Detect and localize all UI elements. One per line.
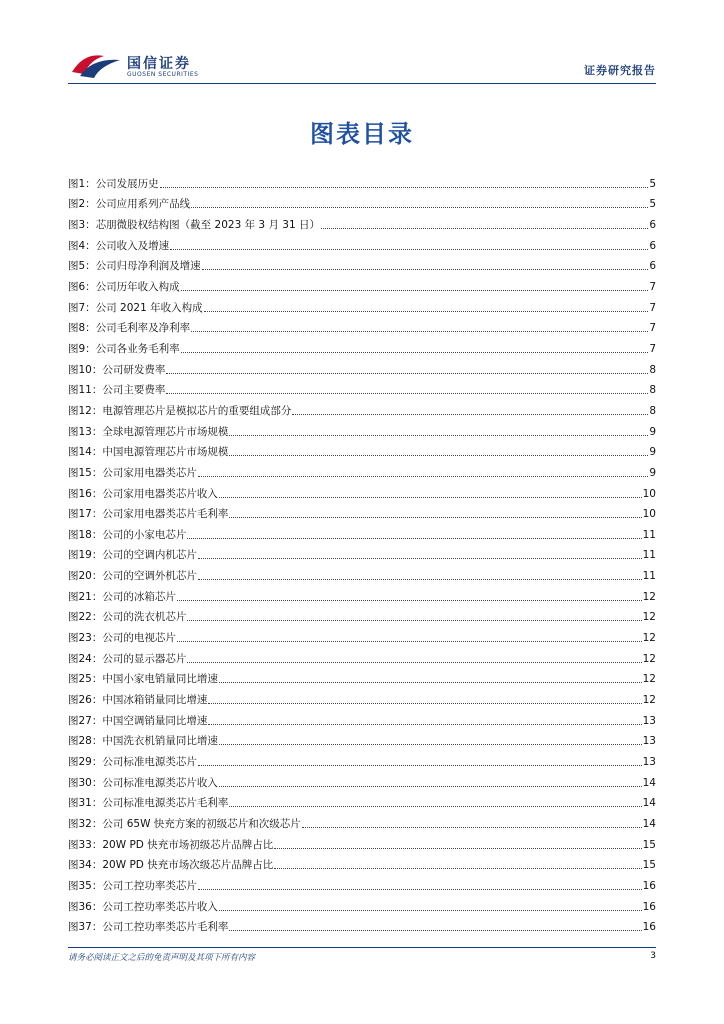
toc-entry[interactable] (68, 170, 656, 191)
toc-entry-page: 14 (642, 776, 656, 789)
toc-entry-title: 公司家用电器类芯片收入 (102, 487, 218, 500)
toc-entry[interactable] (68, 542, 656, 563)
toc-entry-page: 5 (649, 198, 656, 211)
toc-entry-title: 公司标准电源类芯片收入 (102, 776, 218, 789)
toc-entry-title: 公司历年收入构成 (95, 280, 180, 293)
toc-entry-page: 6 (649, 260, 656, 273)
toc-entry-label: 图33： (68, 838, 103, 851)
toc-entry-title: 公司研发费率 (102, 363, 166, 376)
toc-leader-dots (229, 929, 641, 931)
toc-leader-dots (274, 867, 641, 869)
toc-entry-title: 公司工控功率类芯片 (102, 879, 197, 892)
toc-leader-dots (198, 557, 642, 559)
toc-entry-label: 图7： (68, 301, 96, 314)
toc-leader-dots (219, 909, 642, 911)
toc-leader-dots (160, 186, 649, 188)
brand-name-chinese: 国信证券 (127, 56, 191, 72)
toc-entry[interactable] (68, 418, 656, 439)
toc-entry-page: 9 (649, 446, 656, 459)
toc-entry-page: 12 (642, 590, 656, 603)
footer-divider (68, 947, 656, 948)
toc-entry-page: 12 (642, 673, 656, 686)
toc-leader-dots (187, 661, 641, 663)
toc-entry-page: 11 (642, 570, 656, 583)
toc-entry-page: 11 (642, 528, 656, 541)
toc-entry-page: 12 (642, 652, 656, 665)
page-number: 3 (650, 951, 656, 961)
toc-leader-dots (181, 351, 649, 353)
toc-entry-label: 图2： (68, 198, 96, 211)
toc-entry-label: 图35： (68, 879, 103, 892)
toc-entry-title: 芯朋微股权结构图（截至 2023 年 3 月 31 日） (95, 218, 320, 231)
toc-entry-label: 图23： (68, 632, 103, 645)
toc-entry[interactable] (68, 335, 656, 356)
toc-leader-dots (321, 227, 648, 229)
toc-entry[interactable] (68, 707, 656, 728)
toc-entry-title: 公司标准电源类芯片毛利率 (102, 797, 229, 810)
toc-leader-dots (170, 248, 648, 250)
toc-entry-title: 中国空调销量同比增速 (102, 714, 208, 727)
toc-leader-dots (198, 888, 642, 890)
toc-entry-page: 7 (649, 342, 656, 355)
toc-entry-page: 8 (649, 404, 656, 417)
toc-entry-title: 20W PD 快充市场次级芯片品牌占比 (102, 859, 274, 872)
toc-entry[interactable] (68, 604, 656, 625)
toc-leader-dots (198, 578, 642, 580)
toc-entry-page: 7 (649, 322, 656, 335)
toc-entry-label: 图34： (68, 859, 103, 872)
toc-entry-label: 图22： (68, 611, 103, 624)
toc-entry-label: 图21： (68, 590, 103, 603)
toc-entry-page: 14 (642, 797, 656, 810)
toc-entry-label: 图28： (68, 735, 103, 748)
toc-entry-title: 中国洗衣机销量同比增速 (102, 735, 218, 748)
toc-leader-dots (198, 475, 648, 477)
toc-entry-label: 图9： (68, 342, 96, 355)
toc-leader-dots (229, 454, 648, 456)
page-title: 图表目录 (310, 120, 414, 148)
toc-leader-dots (181, 289, 649, 291)
toc-leader-dots (292, 413, 648, 415)
toc-entry-title: 公司的显示器芯片 (102, 652, 187, 665)
toc-entry-title: 公司的小家电芯片 (102, 528, 187, 541)
toc-entry-page: 16 (642, 921, 656, 934)
toc-entry-title: 全球电源管理芯片市场规模 (102, 425, 229, 438)
toc-entry-title: 公司的空调内机芯片 (102, 549, 197, 562)
toc-entry-label: 图12： (68, 404, 103, 417)
toc-entry-label: 图32： (68, 818, 103, 830)
toc-leader-dots (191, 330, 648, 332)
toc-entry-label: 图29： (68, 756, 103, 769)
toc-entry[interactable] (68, 852, 656, 873)
toc-leader-dots (191, 206, 648, 208)
toc-entry[interactable] (68, 769, 656, 790)
toc-entry-page: 6 (649, 239, 656, 252)
toc-entry-title: 电源管理芯片是模拟芯片的重要组成部分 (102, 404, 292, 417)
toc-entry-page: 12 (642, 611, 656, 624)
toc-leader-dots (274, 847, 641, 849)
toc-entry-label: 图4： (68, 239, 96, 252)
toc-entry-label: 图17： (68, 508, 103, 521)
toc-entry-title: 公司的电视芯片 (102, 632, 176, 645)
toc-entry-title: 公司收入及增速 (95, 239, 170, 252)
toc-entry-title: 公司标准电源类芯片 (102, 756, 197, 769)
toc-leader-dots (219, 743, 642, 745)
toc-entry-label: 图15： (68, 466, 103, 479)
brand-name-english: GUOSEN SECURITIES (127, 71, 199, 78)
toc-entry-page: 10 (642, 487, 656, 500)
toc-entry-title: 公司主要费率 (102, 384, 166, 397)
toc-entry-page: 13 (642, 714, 656, 727)
toc-entry-page: 11 (642, 549, 656, 562)
toc-entry-title: 公司的冰箱芯片 (102, 590, 176, 603)
toc-entry-page: 13 (642, 756, 656, 769)
header-divider (68, 83, 656, 84)
toc-leader-dots (208, 702, 641, 704)
toc-leader-dots (219, 681, 642, 683)
toc-entry-page: 12 (642, 632, 656, 645)
toc-entry[interactable] (68, 624, 656, 645)
toc-entry-label: 图18： (68, 528, 103, 541)
toc-entry-title: 公司 2021 年收入构成 (95, 301, 203, 314)
toc-entry[interactable] (68, 686, 656, 707)
toc-entry-label: 图26： (68, 694, 103, 707)
toc-leader-dots (177, 640, 642, 642)
toc-leader-dots (229, 805, 641, 807)
toc-entry-label: 图11： (68, 384, 103, 397)
page-header (0, 0, 724, 90)
toc-entry-title: 中国电源管理芯片市场规模 (102, 446, 229, 459)
toc-entry[interactable] (68, 501, 656, 522)
toc-entry[interactable] (68, 810, 656, 831)
toc-entry[interactable] (68, 831, 656, 852)
toc-entry[interactable] (68, 459, 656, 480)
toc-entry[interactable] (68, 397, 656, 418)
toc-entry-page: 12 (642, 694, 656, 707)
toc-leader-dots (166, 372, 648, 374)
toc-entry-page: 13 (642, 735, 656, 748)
toc-entry[interactable] (68, 377, 656, 398)
toc-entry[interactable] (68, 191, 656, 212)
toc-entry[interactable] (68, 790, 656, 811)
toc-entry[interactable] (68, 748, 656, 769)
toc-entry-page: 16 (642, 900, 656, 913)
toc-entry-title: 公司工控功率类芯片收入 (102, 900, 218, 913)
toc-entry-title: 公司的空调外机芯片 (102, 570, 197, 583)
toc-entry-title: 公司各业务毛利率 (95, 342, 180, 355)
toc-entry-title: 中国冰箱销量同比增速 (102, 694, 208, 707)
toc-leader-dots (229, 516, 641, 518)
toc-entry-label: 图19： (68, 549, 103, 562)
toc-leader-dots (204, 310, 649, 312)
toc-entry-page: 14 (642, 818, 656, 830)
toc-entry[interactable] (68, 294, 656, 315)
toc-entry-title: 公司 65W 快充方案的初级芯片和次级芯片 (102, 818, 301, 830)
guosen-logo-icon (70, 50, 124, 80)
toc-entry-title: 公司家用电器类芯片 (102, 466, 197, 479)
toc-entry-title: 公司发展历史 (95, 177, 159, 190)
toc-leader-dots (202, 268, 649, 270)
toc-entry[interactable] (68, 521, 656, 542)
toc-leader-dots (166, 392, 648, 394)
toc-entry-title: 公司归母净利润及增速 (95, 260, 201, 273)
toc-entry-page: 16 (642, 879, 656, 892)
toc-entry-page: 7 (649, 280, 656, 293)
toc-entry-label: 图5： (68, 260, 96, 273)
toc-entry-label: 图31： (68, 797, 103, 810)
toc-leader-dots (187, 537, 641, 539)
toc-entry-page: 6 (649, 218, 656, 231)
toc-entry[interactable] (68, 439, 656, 460)
toc-entry-label: 图20： (68, 570, 103, 583)
toc-entry-page: 10 (642, 508, 656, 521)
toc-entry[interactable] (68, 645, 656, 666)
toc-entry-label: 图16： (68, 487, 103, 500)
toc-entry-label: 图14： (68, 446, 103, 459)
toc-entry[interactable] (68, 872, 656, 893)
footer-disclaimer: 请务必阅读正文之后的免责声明及其项下所有内容 (68, 953, 256, 963)
toc-entry[interactable] (68, 232, 656, 253)
toc-entry[interactable] (68, 315, 656, 336)
toc-entry-label: 图25： (68, 673, 103, 686)
toc-leader-dots (219, 496, 642, 498)
toc-entry-title: 中国小家电销量同比增速 (102, 673, 218, 686)
toc-entry[interactable] (68, 728, 656, 749)
toc-entry-label: 图3： (68, 218, 96, 231)
toc-entry-label: 图36： (68, 900, 103, 913)
toc-entry-page: 8 (649, 384, 656, 397)
toc-entry[interactable] (68, 480, 656, 501)
toc-entry[interactable] (68, 666, 656, 687)
toc-entry-page: 15 (642, 859, 656, 872)
toc-entry[interactable] (68, 583, 656, 604)
toc-entry-page: 9 (649, 466, 656, 479)
toc-entry-page: 15 (642, 838, 656, 851)
toc-entry-label: 图27： (68, 714, 103, 727)
toc-entry-title: 公司工控功率类芯片毛利率 (102, 921, 229, 934)
toc-entry-page: 8 (649, 363, 656, 376)
toc-entry[interactable] (68, 893, 656, 914)
toc-entry[interactable] (68, 356, 656, 377)
toc-entry-title: 公司应用系列产品线 (95, 198, 191, 211)
toc-entry[interactable] (68, 211, 656, 232)
toc-entry-title: 公司家用电器类芯片毛利率 (102, 508, 229, 521)
toc-entry-label: 图10： (68, 363, 103, 376)
toc-entry-page: 7 (649, 301, 656, 314)
toc-entry[interactable] (68, 914, 656, 935)
toc-leader-dots (302, 826, 642, 828)
toc-entry-title: 公司的洗衣机芯片 (102, 611, 187, 624)
toc-leader-dots (198, 764, 642, 766)
toc-entry-label: 图1： (68, 177, 96, 190)
toc-entry-label: 图6： (68, 280, 96, 293)
toc-entry[interactable] (68, 562, 656, 583)
toc-leader-dots (219, 785, 642, 787)
toc-entry-page: 9 (649, 425, 656, 438)
toc-entry-page: 5 (649, 177, 656, 190)
toc-leader-dots (229, 434, 648, 436)
toc-entry-label: 图24： (68, 652, 103, 665)
toc-entry-label: 图8： (68, 322, 96, 335)
toc-leader-dots (208, 723, 641, 725)
toc-leader-dots (187, 619, 641, 621)
toc-entry-label: 图30： (68, 776, 103, 789)
toc-entry[interactable] (68, 253, 656, 274)
table-of-figures (68, 170, 656, 934)
toc-leader-dots (177, 599, 642, 601)
toc-entry-title: 公司毛利率及净利率 (95, 322, 191, 335)
report-type-label: 证券研究报告 (584, 64, 656, 77)
toc-entry-title: 20W PD 快充市场初级芯片品牌占比 (102, 838, 274, 851)
toc-entry[interactable] (68, 273, 656, 294)
toc-entry-label: 图37： (68, 921, 103, 934)
toc-entry-label: 图13： (68, 425, 103, 438)
